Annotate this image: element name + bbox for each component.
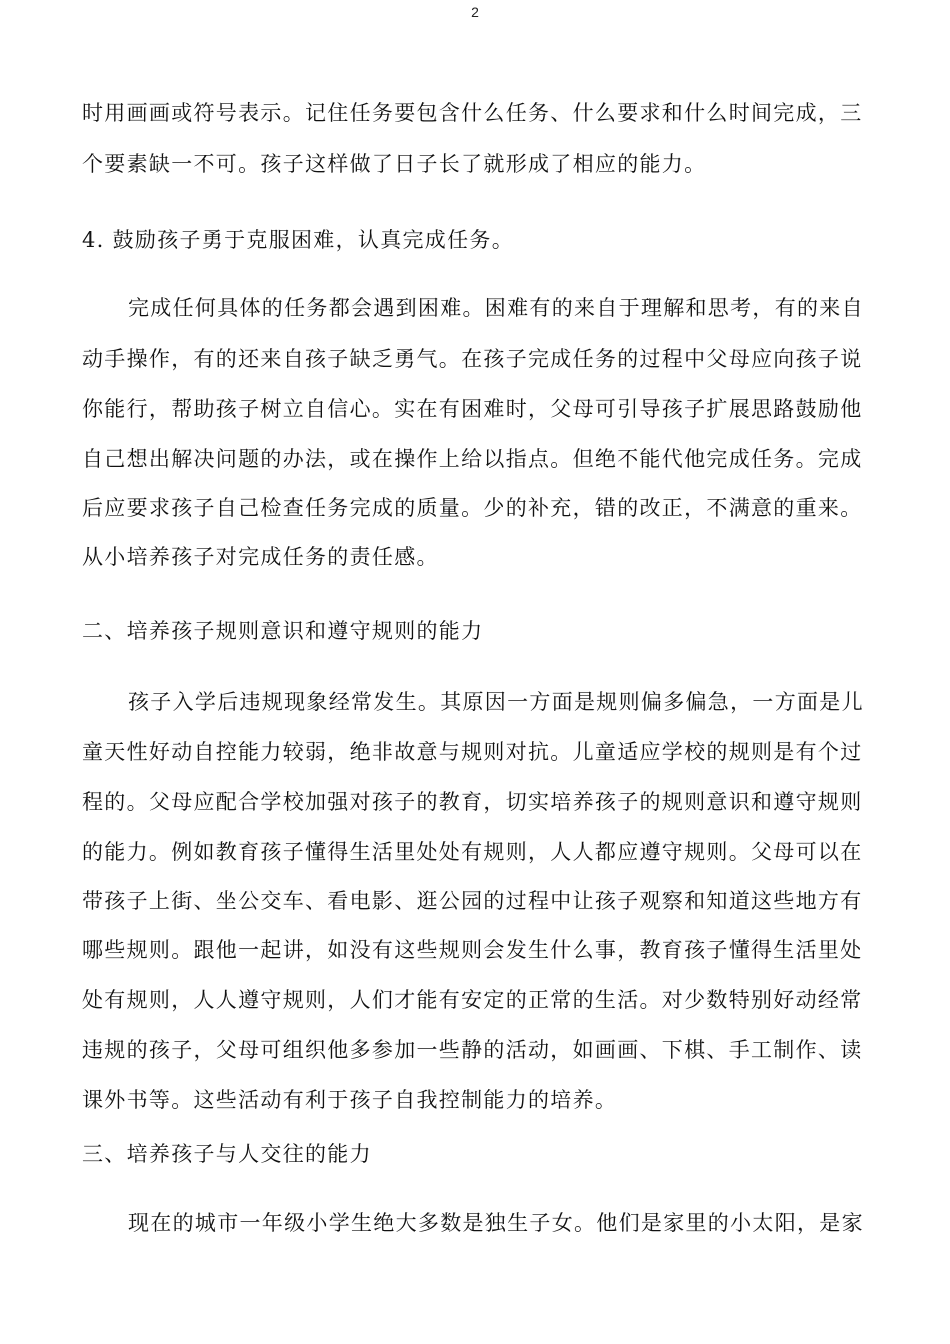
text-line: 程的。父母应配合学校加强对孩子的教育，切实培养孩子的规则意识和遵守规则 [82,790,863,814]
section-heading: 三、培养孩子与人交往的能力 [82,1142,372,1166]
text-line: 完成任何具体的任务都会遇到困难。困难有的来自于理解和思考，有的来自 [128,296,864,320]
text-line: 处有规则，人人遵守规则，人们才能有安定的正常的生活。对少数特别好动经常 [82,988,863,1012]
text-line: 从小培养孩子对完成任务的责任感。 [82,545,439,569]
text-line: 自己想出解决问题的办法，或在操作上给以指点。但绝不能代他完成任务。完成 [82,447,863,471]
page-number: 2 [471,4,479,20]
text-line: 现在的城市一年级小学生绝大多数是独生子女。他们是家里的小太阳，是家 [128,1211,864,1235]
text-line: 孩子入学后违规现象经常发生。其原因一方面是规则偏多偏急，一方面是儿 [128,690,864,714]
text-line: 带孩子上街、坐公交车、看电影、逛公园的过程中让孩子观察和知道这些地方有 [82,889,863,913]
text-line: 个要素缺一不可。孩子这样做了日子长了就形成了相应的能力。 [82,152,707,176]
section-heading: 二、培养孩子规则意识和遵守规则的能力 [82,619,484,643]
text-line: 动手操作，有的还来自孩子缺乏勇气。在孩子完成任务的过程中父母应向孩子说 [82,347,863,371]
list-item-heading: 4. 鼓励孩子勇于克服困难，认真完成任务。 [82,228,515,252]
text-line: 违规的孩子，父母可组织他多参加一些静的活动，如画画、下棋、手工制作、读 [82,1038,863,1062]
text-line: 的能力。例如教育孩子懂得生活里处处有规则，人人都应遵守规则。父母可以在 [82,840,863,864]
text-line: 后应要求孩子自己检查任务完成的质量。少的补充，错的改正，不满意的重来。 [82,496,863,520]
text-line: 课外书等。这些活动有利于孩子自我控制能力的培养。 [82,1088,618,1112]
text-line: 哪些规则。跟他一起讲，如没有这些规则会发生什么事，教育孩子懂得生活里处 [82,938,863,962]
text-line: 时用画画或符号表示。记住任务要包含什么任务、什么要求和什么时间完成，三 [82,101,863,125]
text-line: 童天性好动自控能力较弱，绝非故意与规则对抗。儿童适应学校的规则是有个过 [82,740,863,764]
text-line: 你能行，帮助孩子树立自信心。实在有困难时，父母可引导孩子扩展思路鼓励他 [82,397,863,421]
